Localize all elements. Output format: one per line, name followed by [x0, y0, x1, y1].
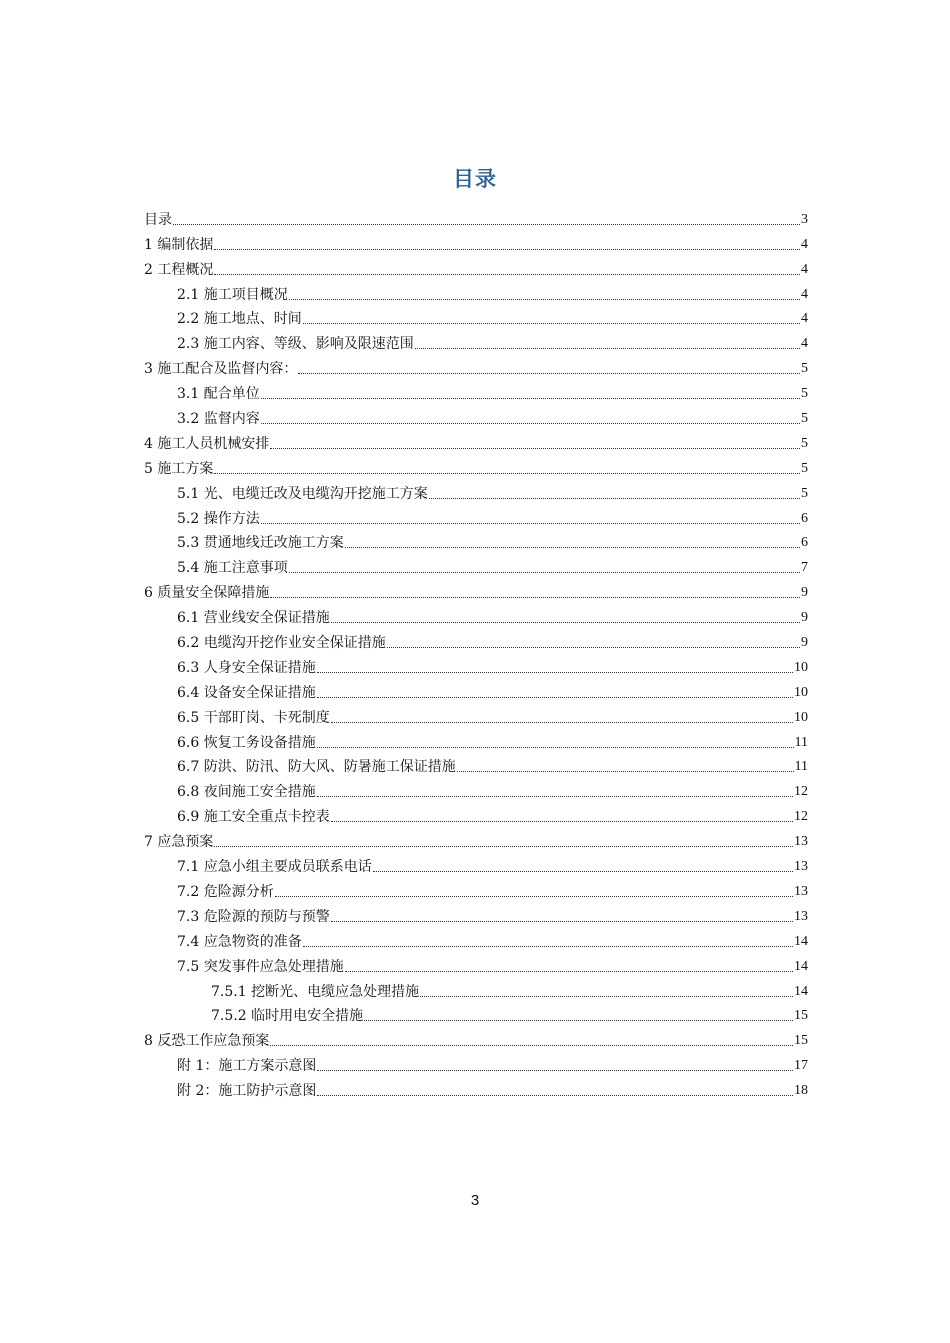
toc-entry[interactable] [144, 951, 808, 976]
toc-entry-page: 3 [801, 211, 808, 227]
toc-entry-label: 6.6 恢复工务设备措施 [177, 734, 316, 751]
toc-title: 目录 [453, 167, 497, 191]
dot-leader [261, 384, 800, 399]
dot-leader [261, 409, 800, 424]
toc-entry-label: 5.2 操作方法 [177, 510, 260, 527]
dot-leader [317, 683, 793, 698]
toc-entry-page: 10 [794, 659, 808, 675]
toc-entry-label: 2.3 施工内容、等级、影响及限速范围 [177, 336, 414, 353]
toc-entry-label: 5.3 贯通地线迁改施工方案 [177, 535, 344, 552]
toc-entry[interactable] [144, 677, 808, 702]
toc-entry-page: 10 [794, 709, 808, 725]
toc-entry[interactable] [144, 801, 808, 826]
dot-leader [420, 982, 793, 997]
toc-entry-label: 7.5.1 挖断光、电缆应急处理措施 [211, 983, 420, 1000]
toc-entry-page: 14 [794, 933, 808, 949]
toc-entry-label: 2 工程概况 [144, 261, 214, 278]
toc-entry-label: 7.1 应急小组主要成员联系电话 [177, 859, 372, 876]
toc-entry-label: 7 应急预案 [144, 834, 214, 851]
dot-leader [275, 882, 793, 897]
table-of-contents [144, 204, 808, 1100]
dot-leader [317, 1056, 793, 1071]
toc-entry-page: 4 [801, 286, 808, 302]
toc-entry-label: 6.3 人身安全保证措施 [177, 659, 316, 676]
toc-entry[interactable] [144, 328, 808, 353]
toc-entry[interactable] [144, 702, 808, 727]
dot-leader [331, 708, 793, 723]
dot-leader [214, 235, 800, 250]
toc-entry[interactable] [144, 453, 808, 478]
toc-entry-label: 附 2：施工防护示意图 [177, 1083, 317, 1100]
dot-leader [214, 832, 793, 847]
toc-entry-label: 6.5 干部盯岗、卡死制度 [177, 709, 330, 726]
toc-entry-label: 3.1 配合单位 [177, 386, 260, 403]
dot-leader [331, 608, 800, 623]
toc-entry-page: 5 [801, 435, 808, 451]
dot-leader [331, 907, 793, 922]
toc-entry-page: 5 [801, 411, 808, 427]
toc-entry-label: 2.1 施工项目概况 [177, 286, 288, 303]
toc-entry[interactable] [144, 229, 808, 254]
toc-entry[interactable] [144, 1001, 808, 1026]
toc-entry[interactable] [144, 876, 808, 901]
toc-entry-page: 12 [794, 784, 808, 800]
toc-entry-page: 5 [801, 361, 808, 377]
toc-entry[interactable] [144, 976, 808, 1001]
toc-entry-page: 4 [801, 236, 808, 252]
toc-entry[interactable] [144, 602, 808, 627]
toc-entry[interactable] [144, 577, 808, 602]
dot-leader [317, 1081, 793, 1096]
toc-entry-page: 5 [801, 460, 808, 476]
toc-entry-label: 6.7 防洪、防汛、防大风、防暑施工保证措施 [177, 759, 456, 776]
toc-entry-page: 13 [794, 908, 808, 924]
dot-leader [373, 857, 793, 872]
dot-leader [317, 733, 794, 748]
toc-entry-page: 15 [794, 1033, 808, 1049]
toc-entry-label: 6.4 设备安全保证措施 [177, 684, 316, 701]
toc-entry-page: 6 [801, 535, 808, 551]
toc-entry-page: 14 [794, 958, 808, 974]
dot-leader [345, 533, 800, 548]
toc-entry-page: 14 [794, 983, 808, 999]
toc-entry-label: 6.2 电缆沟开挖作业安全保证措施 [177, 635, 386, 652]
toc-entry-label: 7.3 危险源的预防与预警 [177, 908, 330, 925]
toc-entry-label: 5.4 施工注意事项 [177, 560, 288, 577]
toc-entry-page: 5 [801, 386, 808, 402]
toc-entry-page: 11 [794, 734, 808, 750]
toc-entry-label: 7.2 危险源分析 [177, 883, 274, 900]
toc-entry-label: 6 质量安全保障措施 [144, 585, 270, 602]
toc-entry-page: 13 [794, 834, 808, 850]
toc-entry-label: 7.4 应急物资的准备 [177, 933, 302, 950]
toc-entry-page: 5 [801, 485, 808, 501]
dot-leader [214, 260, 800, 275]
toc-entry-page: 9 [801, 585, 808, 601]
dot-leader [429, 484, 800, 499]
toc-entry-page: 4 [801, 261, 808, 277]
toc-entry-label: 4 施工人员机械安排 [144, 435, 270, 452]
toc-entry[interactable] [144, 428, 808, 453]
toc-entry[interactable] [144, 1025, 808, 1050]
toc-entry-label: 6.9 施工安全重点卡控表 [177, 809, 330, 826]
toc-entry-label: 附 1：施工方案示意图 [177, 1058, 317, 1075]
toc-entry[interactable] [144, 353, 808, 378]
toc-entry-page: 6 [801, 510, 808, 526]
toc-entry-label: 2.2 施工地点、时间 [177, 311, 302, 328]
dot-leader [331, 807, 793, 822]
dot-leader [387, 633, 800, 648]
toc-entry-label: 5 施工方案 [144, 460, 214, 477]
toc-entry-page: 17 [794, 1058, 808, 1074]
toc-entry[interactable] [144, 851, 808, 876]
dot-leader [270, 583, 800, 598]
toc-entry-label: 1 编制依据 [144, 236, 214, 253]
toc-entry-page: 12 [794, 809, 808, 825]
toc-entry-page: 9 [801, 610, 808, 626]
toc-entry-label: 7.5 突发事件应急处理措施 [177, 958, 344, 975]
dot-leader [345, 957, 793, 972]
toc-entry[interactable] [144, 826, 808, 851]
dot-leader [173, 210, 800, 225]
toc-entry[interactable] [144, 752, 808, 777]
toc-entry[interactable] [144, 901, 808, 926]
toc-entry-page: 18 [794, 1083, 808, 1099]
toc-entry-page: 9 [801, 635, 808, 651]
dot-leader [415, 334, 800, 349]
dot-leader [289, 285, 800, 300]
toc-entry[interactable] [144, 528, 808, 553]
toc-entry[interactable] [144, 1050, 808, 1075]
dot-leader [303, 932, 793, 947]
toc-entry[interactable] [144, 503, 808, 528]
dot-leader [457, 757, 794, 772]
dot-leader [261, 509, 800, 524]
toc-entry-page: 13 [794, 859, 808, 875]
dot-leader [303, 309, 800, 324]
toc-entry-page: 4 [801, 311, 808, 327]
toc-entry[interactable] [144, 403, 808, 428]
toc-entry[interactable] [144, 552, 808, 577]
toc-entry[interactable] [144, 1075, 808, 1100]
toc-entry-page: 11 [794, 759, 808, 775]
toc-entry[interactable] [144, 776, 808, 801]
dot-leader [214, 459, 800, 474]
dot-leader [298, 359, 800, 374]
toc-entry-label: 3 施工配合及监督内容： [144, 361, 298, 378]
toc-entry-label: 3.2 监督内容 [177, 411, 260, 428]
toc-entry[interactable] [144, 304, 808, 329]
dot-leader [317, 782, 793, 797]
toc-entry[interactable] [144, 478, 808, 503]
dot-leader [364, 1006, 793, 1021]
dot-leader [289, 558, 800, 573]
toc-entry[interactable] [144, 254, 808, 279]
toc-entry[interactable] [144, 204, 808, 229]
toc-entry-page: 4 [801, 336, 808, 352]
toc-entry[interactable] [144, 727, 808, 752]
dot-leader [317, 658, 793, 673]
toc-entry-label: 5.1 光、电缆迁改及电缆沟开挖施工方案 [177, 485, 428, 502]
toc-entry-label: 8 反恐工作应急预案 [144, 1033, 270, 1050]
toc-entry-page: 13 [794, 883, 808, 899]
toc-entry-label: 目录 [144, 211, 172, 228]
toc-entry-page: 15 [794, 1008, 808, 1024]
toc-entry-page: 7 [801, 560, 808, 576]
page-number: 3 [470, 1192, 480, 1209]
dot-leader [270, 434, 800, 449]
toc-entry[interactable] [144, 378, 808, 403]
toc-entry-label: 7.5.2 临时用电安全措施 [211, 1008, 364, 1025]
toc-entry-page: 10 [794, 684, 808, 700]
toc-entry-label: 6.8 夜间施工安全措施 [177, 784, 316, 801]
toc-entry[interactable] [144, 652, 808, 677]
dot-leader [270, 1031, 793, 1046]
toc-entry-label: 6.1 营业线安全保证措施 [177, 610, 330, 627]
toc-entry[interactable] [144, 279, 808, 304]
toc-entry[interactable] [144, 627, 808, 652]
toc-entry[interactable] [144, 926, 808, 951]
